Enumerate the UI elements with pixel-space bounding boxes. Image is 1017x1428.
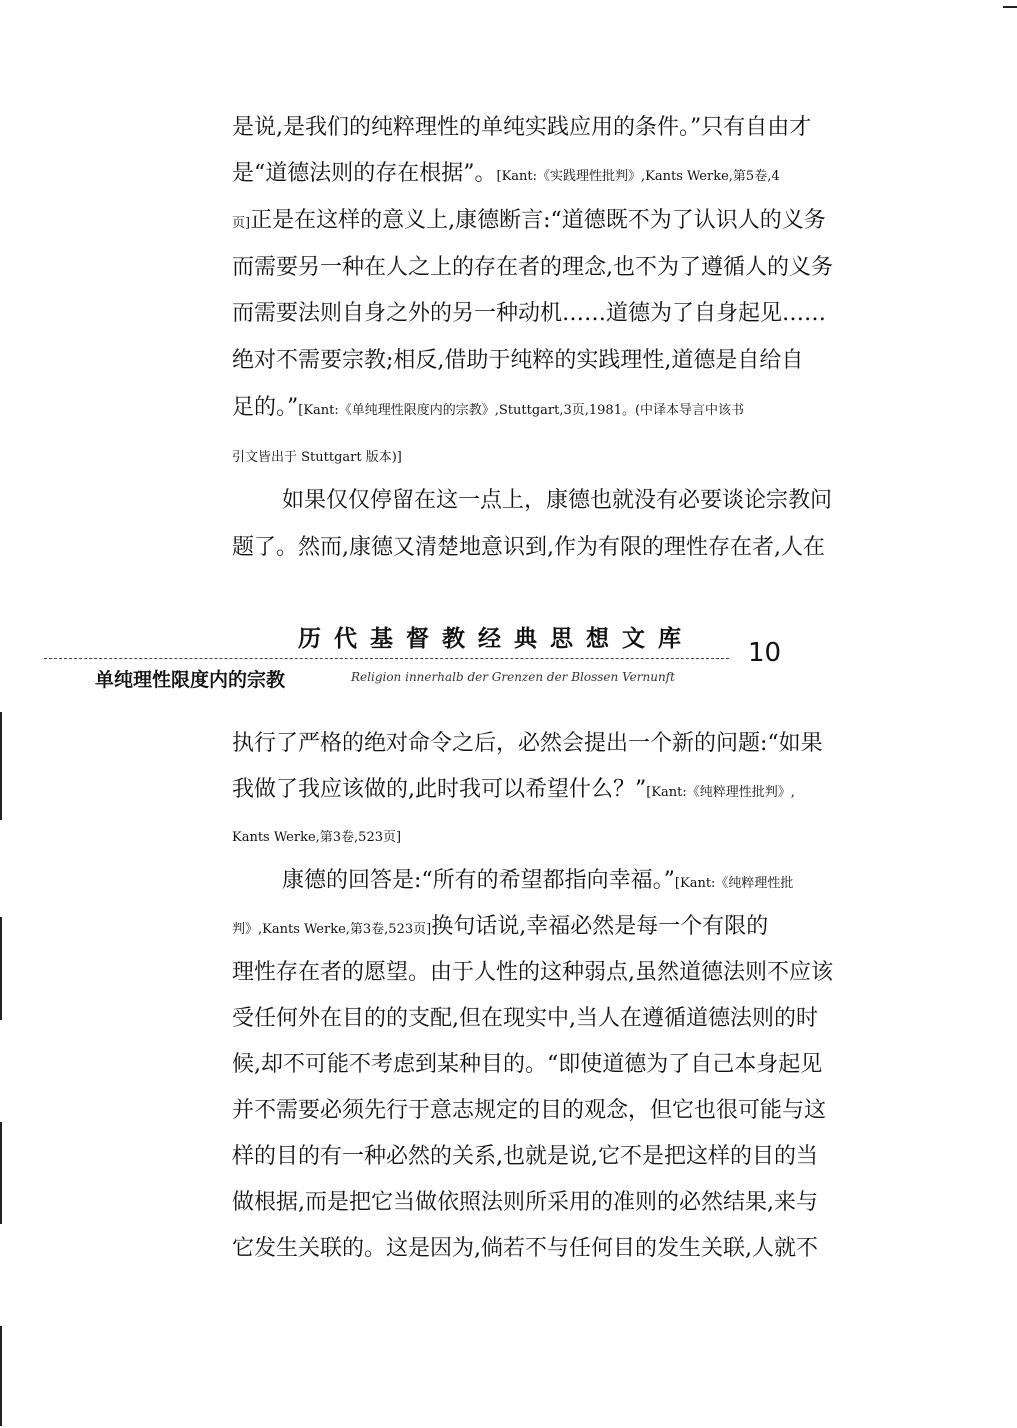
text-line: 页]正是在这样的意义上,康德断言:“道德既不为了认识人的义务	[232, 208, 826, 233]
text-line: 题了。然而,康德又清楚地意识到,作为有限的理性存在者,人在	[232, 535, 825, 560]
corner-mark	[1003, 6, 1017, 8]
text-line: 做根据,而是把它当做依照法则所采用的准则的必然结果,来与	[232, 1190, 818, 1215]
text-line: 并不需要必须先行于意志规定的目的观念，但它也很可能与这	[232, 1098, 827, 1123]
scan-edge-mark	[0, 917, 2, 1020]
citation: 判》,Kants Werke,第3卷,523页]	[232, 922, 432, 937]
text-line: 候,却不可能不考虑到某种目的。“即使道德为了自己本身起见	[232, 1052, 823, 1077]
text-line: 而需要另一种在人之上的存在者的理念,也不为了遵循人的义务	[232, 255, 833, 280]
text-line: 受任何外在目的的支配,但在现实中,当人在遵循道德法则的时	[232, 1006, 818, 1031]
text-line: 我做了我应该做的,此时我可以希望什么？”[Kant:《纯粹理性批判》,	[232, 777, 795, 802]
text-line: 执行了严格的绝对命令之后，必然会提出一个新的问题:“如果	[232, 731, 823, 756]
citation: [Kant:《实践理性批判》,Kants Werke,第5卷,4	[496, 169, 780, 184]
citation: [Kant:《纯粹理性批	[674, 876, 794, 891]
citation: [Kant:《单纯理性限度内的宗教》,Stuttgart,3页,1981。(中译本导言中该书	[298, 403, 745, 418]
scan-edge-mark	[0, 1326, 2, 1426]
text-line: 判》,Kants Werke,第3卷,523页]换句话说,幸福必然是每一个有限的	[232, 914, 769, 939]
text-line: 它发生关联的。这是因为,倘若不与任何目的发生关联,人就不	[232, 1236, 818, 1261]
text-line: 理性存在者的愿望。由于人性的这种弱点,虽然道德法则不应该	[232, 960, 833, 985]
text-line: 绝对不需要宗教;相反,借助于纯粹的实践理性,道德是自给自	[232, 348, 804, 373]
text-line: 足的。”[Kant:《单纯理性限度内的宗教》,Stuttgart,3页,1981。(中译本导言中该书	[232, 395, 745, 420]
text-line: 而需要法则自身之外的另一种动机……道德为了自身起见……	[232, 301, 827, 326]
series-title: 历代基督教经典思想文库	[298, 625, 694, 652]
citation: 引文皆出于 Stuttgart 版本)]	[232, 450, 402, 465]
text-line: 样的目的有一种必然的关系,也就是说,它不是把这样的目的当	[232, 1144, 818, 1169]
scan-edge-mark	[0, 712, 2, 820]
page-number: 10	[748, 638, 782, 668]
text-line: 康德的回答是:“所有的希望都指向幸福。”[Kant:《纯粹理性批	[282, 868, 794, 893]
dotted-divider	[44, 658, 729, 659]
scan-edge-mark	[0, 1122, 2, 1224]
citation: 页]	[232, 216, 251, 231]
citation: [Kant:《纯粹理性批判》,	[646, 785, 795, 800]
book-subtitle: Religion innerhalb der Grenzen der Blossen Vernunft	[351, 670, 675, 684]
text-line	[232, 440, 402, 473]
text-line: 如果仅仅停留在这一点上，康德也就没有必要谈论宗教问	[282, 488, 833, 513]
text-line: 是“道德法则的存在根据”。[Kant:《实践理性批判》,Kants Werke,第5卷,4	[232, 161, 780, 186]
text-line: 是说,是我们的纯粹理性的单纯实践应用的条件。”只有自由才	[232, 115, 812, 140]
book-title: 单纯理性限度内的宗教	[95, 669, 286, 691]
citation: Kants Werke,第3卷,523页]	[232, 830, 402, 845]
text-line	[232, 820, 401, 853]
